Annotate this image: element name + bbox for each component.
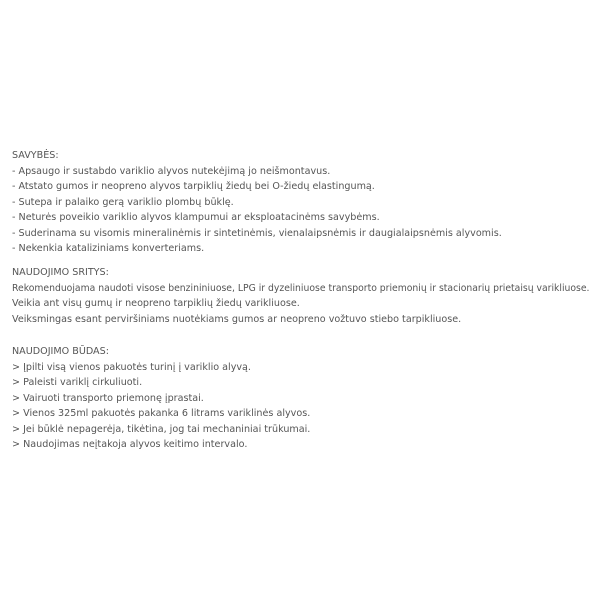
properties-line: - Suderinama su visomis mineralinėmis ir sintetinėmis, vienalaipsnėmis ir daugialaipsnėmis alyvomis. [12,227,502,239]
usage-method-section [12,344,596,453]
properties-line: - Nekenkia kataliziniams konverteriams. [12,243,205,254]
usage-method-step: > Jei būklė nepagerėja, tikėtina, jog tai mechaniniai trūkumai. [12,423,311,435]
usage-method-step: > Vairuoti transporto priemonę įprastai. [12,392,204,404]
properties-line: - Apsaugo ir sustabdo variklio alyvos nutekėjimą jo neišmontavus. [12,165,331,177]
usage-areas-line: Veiksmingas esant perviršiniams nuotėkiams gumos ar neopreno vožtuvo stiebo tarpikliuose. [12,313,462,325]
usage-method-step: > Paleisti variklį cirkuliuoti. [12,377,143,388]
usage-method-step: > Vienos 325ml pakuotės pakanka 6 litrams variklinės alyvos. [12,408,311,419]
usage-areas-section [12,265,596,327]
usage-areas-heading: NAUDOJIMO SRITYS: [12,267,109,278]
properties-heading: SAVYBĖS: [12,150,59,161]
usage-areas-line: Veikia ant visų gumų ir neopreno tarpiklių žiedų varikliuose. [12,298,300,309]
usage-method-step: > Naudojimas neįtakoja alyvos keitimo intervalo. [12,439,248,450]
usage-areas-line: Rekomenduojama naudoti visose benzininiuose, LPG ir dyzeliniuose transporto priemonių ir stacionarių prietaisų varikliuose. [12,282,590,294]
properties-line: - Neturės poveikio variklio alyvos klampumui ar eksploatacinėms savybėms. [12,212,380,223]
usage-method-step: > Įpilti visą vienos pakuotės turinį į variklio alyvą. [12,361,251,373]
properties-line: - Atstato gumos ir neopreno alyvos tarpiklių žiedų bei O-žiedų elastingumą. [12,181,375,192]
usage-method-heading: NAUDOJIMO BŪDAS: [12,346,109,357]
properties-section [12,148,596,257]
properties-line: - Sutepa ir palaiko gerą variklio plombų būklę. [12,196,234,208]
